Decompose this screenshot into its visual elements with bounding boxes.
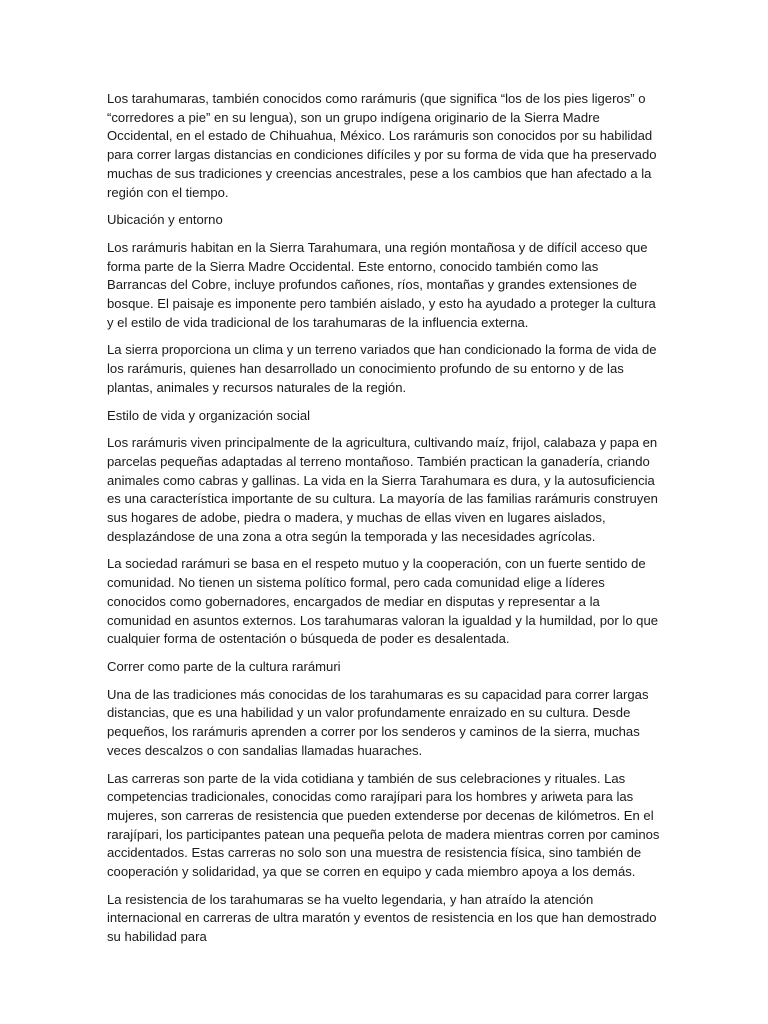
section-heading-estilo-de-vida: Estilo de vida y organización social bbox=[107, 407, 311, 423]
intro-paragraph: Los tarahumaras, también conocidos como rarámuris (que significa “los de los pies ligeros” o “corredores a pie” en su lengua), son un grupo indígena originario de la Sierra Madre Occidental, en el estado de Chihuahua, México. Los rarámuris son conocidos por su habilidad para correr largas distancias en condiciones difíciles y por su forma de vida que ha preservado muchas de sus tradiciones y creencias ancestrales, pese a los cambios que han afectado a la región con el tiempo. bbox=[107, 91, 657, 200]
paragraph-estilo-2: La sociedad rarámuri se basa en el respeto mutuo y la cooperación, con un fuerte sentido de comunidad. No tienen un sistema político formal, pero cada comunidad elige a líderes conocidos como gobernadores, encargados de mediar en disputas y representar a la comunidad en asuntos externos. Los tarahumaras valoran la igualdad y la humildad, por lo que cualquier forma de ostentación o búsqueda de poder es desalentada. bbox=[107, 556, 659, 647]
document-body bbox=[107, 90, 661, 956]
paragraph-ubicacion-1: Los rarámuris habitan en la Sierra Tarahumara, una región montañosa y de difícil acceso que forma parte de la Sierra Madre Occidental. Este entorno, conocido también como las Barrancas del Cobre, incluye profundos cañones, ríos, montañas y grandes extensiones de bosque. El paisaje es imponente pero también aislado, y esto ha ayudado a proteger la cultura y el estilo de vida tradicional de los tarahumaras de la influencia externa. bbox=[107, 239, 656, 330]
paragraph-ubicacion-2: La sierra proporciona un clima y un terreno variados que han condicionado la forma de vida de los rarámuris, quienes han desarrollado un conocimiento profundo de su entorno y de las plantas, animales y recursos naturales de la región. bbox=[107, 342, 657, 395]
section-heading-correr: Correr como parte de la cultura rarámuri bbox=[107, 658, 341, 674]
paragraph-correr-1: Una de las tradiciones más conocidas de los tarahumaras es su capacidad para correr largas distancias, que es una habilidad y un valor profundamente enraizado en su cultura. Desde pequeños, los rarámuris aprenden a correr por los senderos y caminos de la sierra, muchas veces descalzos o con sandalias llamadas huaraches. bbox=[107, 686, 649, 758]
paragraph-estilo-1: Los rarámuris viven principalmente de la agricultura, cultivando maíz, frijol, calabaza y papa en parcelas pequeñas adaptadas al terreno montañoso. También practican la ganadería, criando animales como cabras y gallinas. La vida en la Sierra Tarahumara es dura, y la autosuficiencia es una característica importante de su cultura. La mayoría de las familias rarámuris construyen sus hogares de adobe, piedra o madera, y muchas de ellas viven en lugares aislados, desplazándose de una zona a otra según la temporada y las necesidades agrícolas. bbox=[107, 435, 658, 544]
paragraph-correr-2: Las carreras son parte de la vida cotidiana y también de sus celebraciones y rituales. Las competencias tradicionales, conocidas como rarajípari para los hombres y ariweta para las mujeres, son carreras de resistencia que pueden extenderse por decenas de kilómetros. En el rarajípari, los participantes patean una pequeña pelota de madera mientras corren por caminos accidentados. Estas carreras no solo son una muestra de resistencia física, sino también de cooperación y solidaridad, ya que se corren en equipo y cada miembro apoya a los demás. bbox=[107, 770, 660, 880]
paragraph-correr-3: La resistencia de los tarahumaras se ha vuelto legendaria, y han atraído la atención internacional en carreras de ultra maratón y eventos de resistencia en los que han demostrado su habilidad para bbox=[107, 891, 657, 945]
section-heading-ubicacion: Ubicación y entorno bbox=[107, 212, 223, 228]
